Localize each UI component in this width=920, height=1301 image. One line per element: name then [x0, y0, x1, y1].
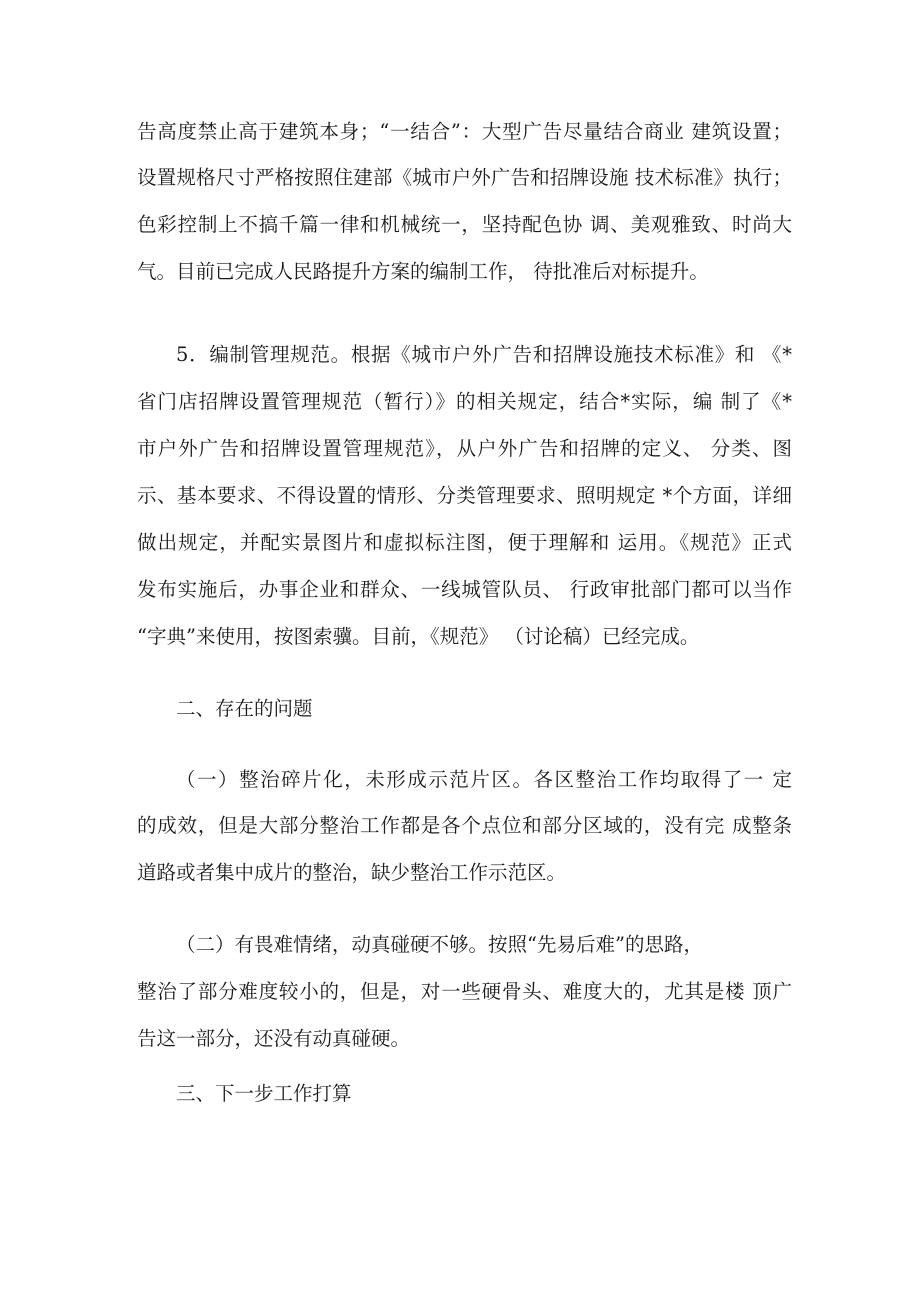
paragraph-2-line-6: 发布实施后，办事企业和群众、一线城管队员、 行政审批部门都可以当作	[137, 578, 792, 601]
paragraph-2-line-4: 示、基本要求、不得设置的情形、分类管理要求、照明规定 *个方面，详细	[137, 484, 792, 507]
paragraph-2-line-3: 市户外广告和招牌设置管理规范》，从户外广告和招牌的定义、 分类、图	[137, 437, 792, 460]
paragraph-4-line-3: 告这一部分，还没有动真碰硬。	[137, 1027, 411, 1050]
section-heading-problems: 二、存在的问题	[176, 697, 313, 720]
paragraph-2-line-2: 省门店招牌设置管理规范（暂行）》的相关规定，结合*实际，编 制了《*	[137, 390, 792, 413]
section-heading-next-steps: 三、下一步工作打算	[176, 1082, 352, 1105]
paragraph-2-line-1: 5．编制管理规范。根据《城市户外广告和招牌设施技术标准》和 《*	[176, 343, 792, 366]
paragraph-1-line-1: 告高度禁止高于建筑本身；“一结合”：大型广告尽量结合商业 建筑设置；	[137, 120, 792, 143]
paragraph-1-line-3: 色彩控制上不搞千篇一律和机械统一，坚持配色协 调、美观雅致、时尚大	[137, 213, 792, 236]
paragraph-4-line-1: （二）有畏难情绪，动真碰硬不够。按照“先易后难”的思路，	[176, 933, 703, 956]
paragraph-4-line-2: 整治了部分难度较小的，但是，对一些硬骨头、难度大的，尤其是楼 顶广	[137, 980, 792, 1003]
paragraph-2-line-7: “字典”来使用，按图索骥。目前，《规范》 （讨论稿）已经完成。	[137, 625, 700, 648]
paragraph-1-line-2: 设置规格尺寸严格按照住建部《城市户外广告和招牌设施 技术标准》执行；	[137, 166, 792, 189]
paragraph-3-line-2: 的成效，但是大部分整治工作都是各个点位和部分区域的，没有完 成整条	[137, 814, 792, 837]
paragraph-3-line-3: 道路或者集中成片的整治，缺少整治工作示范区。	[137, 861, 567, 884]
paragraph-1-line-4: 气。目前已完成人民路提升方案的编制工作， 待批准后对标提升。	[137, 260, 709, 283]
paragraph-2-line-5: 做出规定，并配实景图片和虚拟标注图，便于理解和 运用。《规范》正式	[137, 531, 792, 554]
paragraph-3-line-1: （一）整治碎片化，未形成示范片区。各区整治工作均取得了一 定	[176, 768, 792, 791]
